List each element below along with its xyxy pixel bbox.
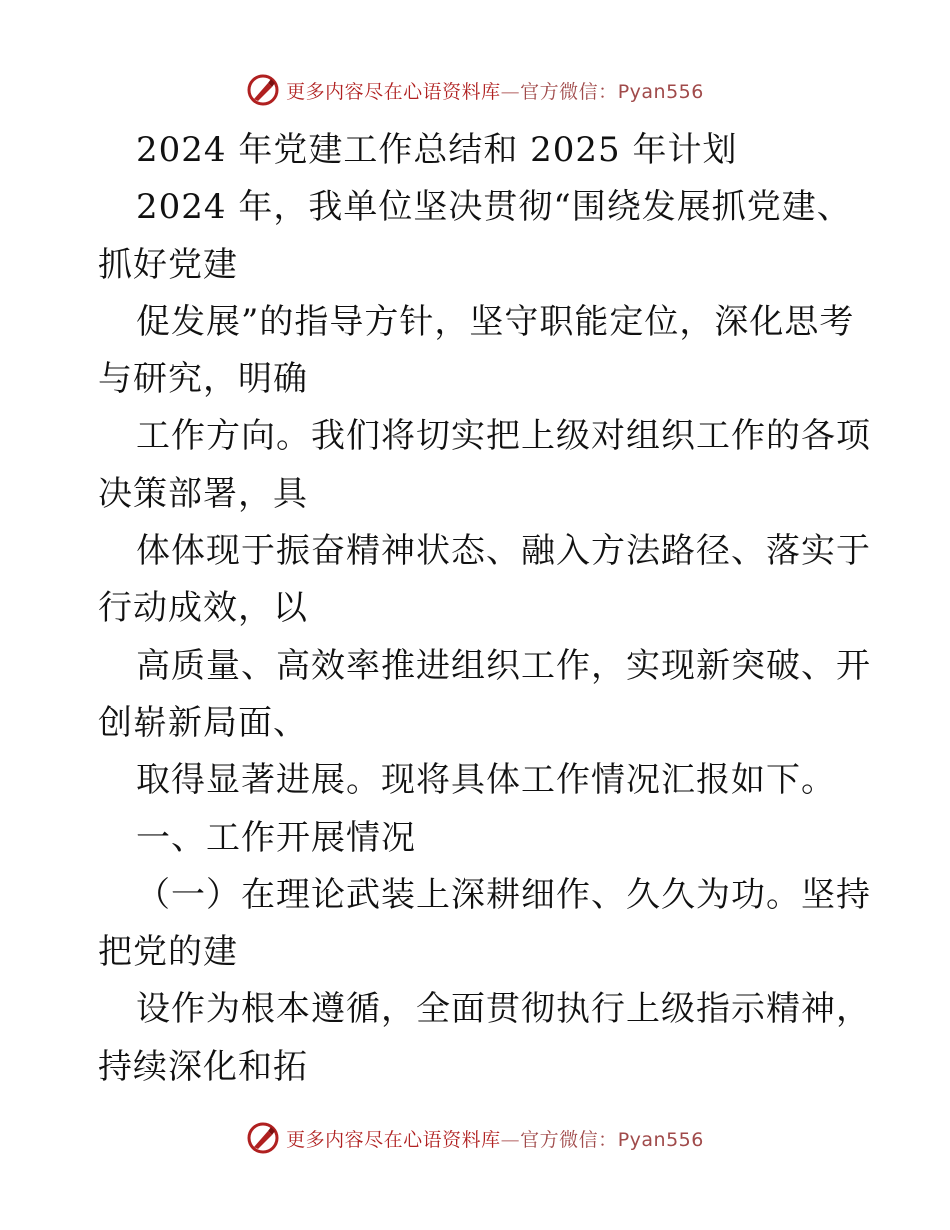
text-line: 抓好党建 <box>98 244 238 285</box>
watermark-site: 更多内容尽在心语资料库 <box>286 1128 501 1151</box>
text-line: 2024 年，我单位坚决贯彻“围绕发展抓党建、 <box>136 187 852 228</box>
text-line: （一）在理论武装上深耕细作、久久为功。坚持 <box>136 874 871 915</box>
watermark-site: 更多内容尽在心语资料库 <box>286 80 501 103</box>
watermark-text <box>286 1125 704 1152</box>
watermark-contact-id: Pyan556 <box>617 80 704 103</box>
watermark-dash: — <box>500 80 521 103</box>
text-line: 与研究，明确 <box>98 359 308 400</box>
watermark-contact-label: 官方微信： <box>520 1128 618 1151</box>
text-line: 促发展”的指导方针，坚守职能定位，深化思考 <box>136 301 855 342</box>
text-line: 持续深化和拓 <box>98 1046 308 1087</box>
pen-circle-logo-icon <box>246 73 280 107</box>
text-line: 创崭新局面、 <box>98 702 308 743</box>
text-line: 决策部署，具 <box>98 473 308 514</box>
text-line: 设作为根本遵循，全面贯彻执行上级指示精神， <box>136 989 871 1030</box>
watermark-contact-label: 官方微信： <box>520 80 618 103</box>
watermark-dash: — <box>500 1128 521 1151</box>
watermark-contact-id: Pyan556 <box>617 1128 704 1151</box>
text-line: 把党的建 <box>98 932 238 973</box>
footer-watermark <box>0 1118 950 1158</box>
text-line: 取得显著进展。现将具体工作情况汇报如下。 <box>136 760 836 801</box>
header-watermark <box>0 70 950 110</box>
text-line: 行动成效，以 <box>98 588 308 629</box>
text-line: 高质量、高效率推进组织工作，实现新突破、开 <box>136 645 871 686</box>
watermark-text <box>286 77 704 104</box>
text-line: 体体现于振奋精神状态、融入方法路径、落实于 <box>136 531 871 572</box>
text-line: 一、工作开展情况 <box>136 817 416 858</box>
document-body <box>98 122 871 1096</box>
document-title: 2024 年党建工作总结和 2025 年计划 <box>136 130 738 170</box>
pen-circle-logo-icon <box>246 1121 280 1155</box>
text-line: 工作方向。我们将切实把上级对组织工作的各项 <box>136 416 871 457</box>
